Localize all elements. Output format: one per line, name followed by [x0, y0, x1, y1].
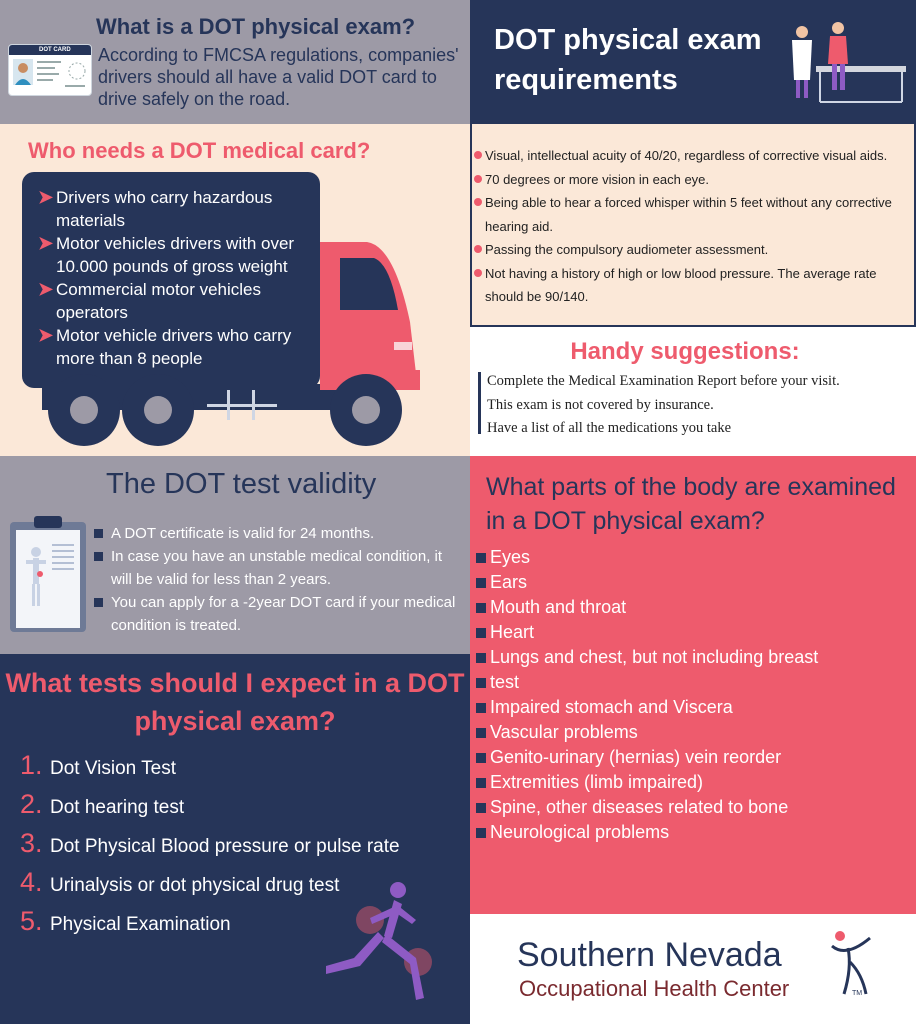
list-item: 2. Dot hearing test — [20, 789, 185, 819]
requirements-title: DOT physical exam requirements — [494, 24, 762, 96]
validity-list — [94, 522, 464, 637]
bullet-square-icon — [476, 628, 486, 638]
bullet-dot-icon — [474, 175, 482, 183]
logo-title: Southern Nevada — [517, 936, 782, 974]
what-is-text: According to FMCSA regulations, companies' drivers should all have a valid DOT card to drive safely on the road. — [98, 45, 459, 109]
list-item: 5. Physical Examination — [20, 906, 231, 936]
list-item: 70 degrees or more vision in each eye. — [474, 168, 912, 192]
runner-illustration — [318, 880, 448, 1010]
logo-subtitle: Occupational Health Center — [519, 976, 790, 1001]
list-item: Not having a history of high or low blood pressure. The average rate should be 90/140. — [474, 262, 912, 309]
list-item: Have a list of all the medications you take — [487, 420, 732, 436]
arrow-icon: ➤ — [38, 187, 54, 207]
list-number: 3. — [20, 828, 43, 858]
list-item: Spine, other diseases related to bone — [476, 795, 906, 820]
list-item: Visual, intellectual acuity of 40/20, regardless of corrective visual aids. — [474, 144, 912, 168]
list-item: In case you have an unstable medical condition, it will be valid for less than 2 years. — [94, 545, 464, 591]
list-number: 2. — [20, 789, 43, 819]
bullet-dot-icon — [474, 269, 482, 277]
list-item: Mouth and throat — [476, 595, 906, 620]
list-item: 1. Dot Vision Test — [20, 750, 177, 780]
who-needs-title: Who needs a DOT medical card? — [28, 138, 371, 163]
bullet-square-icon — [94, 598, 103, 607]
bullet-square-icon — [476, 653, 486, 663]
bullet-dot-icon — [474, 245, 482, 253]
list-item: Passing the compulsory audiometer assessment. — [474, 238, 912, 262]
list-item: This exam is not covered by insurance. — [487, 396, 714, 413]
body-parts-list — [476, 545, 906, 845]
what-is-title: What is a DOT physical exam? — [96, 14, 416, 39]
list-item: Heart — [476, 620, 906, 645]
list-item: 4. Urinalysis or dot physical drug test — [20, 867, 340, 897]
list-item: Genito-urinary (hernias) vein reorder — [476, 745, 906, 770]
arrow-icon: ➤ — [38, 325, 54, 345]
bullet-square-icon — [476, 828, 486, 838]
doctor-patient-illustration — [776, 22, 912, 106]
list-item: ➤ Drivers who carry hazardous materials — [38, 187, 273, 230]
bullet-square-icon — [476, 778, 486, 788]
bullet-square-icon — [476, 553, 486, 563]
bullet-square-icon — [476, 728, 486, 738]
bullet-dot-icon — [474, 151, 482, 159]
list-item: ➤ Motor vehicle drivers who carry more than 8 people — [38, 325, 292, 368]
bullet-square-icon — [94, 529, 103, 538]
list-item: Vascular problems — [476, 720, 906, 745]
list-number: 4. — [20, 867, 43, 897]
list-number: 5. — [20, 906, 43, 936]
list-item: Neurological problems — [476, 820, 906, 845]
list-item: A DOT certificate is valid for 24 months. — [94, 522, 464, 545]
arrow-icon: ➤ — [38, 233, 54, 253]
list-item: Impaired stomach and Viscera — [476, 695, 906, 720]
list-item: Extremities (limb impaired) — [476, 770, 906, 795]
handy-title: Handy suggestions: — [570, 338, 800, 365]
validity-title: The DOT test validity — [106, 468, 377, 500]
list-item: ➤ Commercial motor vehicles operators — [38, 279, 261, 322]
dot-card-label: DOT CARD — [9, 45, 91, 55]
bullet-square-icon — [476, 578, 486, 588]
body-parts-title: What parts of the body are examined in a DOT physical exam? — [486, 473, 896, 535]
bullet-square-icon — [476, 603, 486, 613]
list-item: Complete the Medical Examination Report before your visit. — [487, 373, 840, 389]
handy-list — [487, 370, 912, 441]
list-item: Ears — [476, 570, 906, 595]
list-number: 1. — [20, 750, 43, 780]
bullet-dot-icon — [474, 198, 482, 206]
list-item: Lungs and chest, but not including breast — [476, 645, 906, 670]
trademark-mark: TM — [852, 990, 863, 997]
dot-card-graphic — [9, 55, 92, 96]
tests-title: What tests should I expect in a DOT physical exam? — [5, 668, 465, 736]
arrow-icon: ➤ — [38, 279, 54, 299]
logo-figure-icon — [826, 928, 876, 998]
list-item: Eyes — [476, 545, 906, 570]
list-item: Being able to hear a forced whisper within 5 feet without any corrective hearing aid. — [474, 191, 912, 238]
bullet-square-icon — [476, 678, 486, 688]
bullet-square-icon — [476, 803, 486, 813]
requirements-list — [474, 144, 912, 309]
list-item: You can apply for a -2year DOT card if your medical condition is treated. — [94, 591, 464, 637]
list-item: test — [476, 670, 906, 695]
clipboard-icon — [6, 514, 90, 634]
list-item: ➤ Motor vehicles drivers with over 10.000 pounds of gross weight — [38, 233, 295, 276]
bullet-square-icon — [476, 703, 486, 713]
handy-divider — [478, 372, 481, 434]
bullet-square-icon — [94, 552, 103, 561]
dot-card-icon — [8, 44, 92, 96]
list-item: 3. Dot Physical Blood pressure or pulse rate — [20, 828, 400, 858]
bullet-square-icon — [476, 753, 486, 763]
who-needs-list — [38, 186, 318, 370]
